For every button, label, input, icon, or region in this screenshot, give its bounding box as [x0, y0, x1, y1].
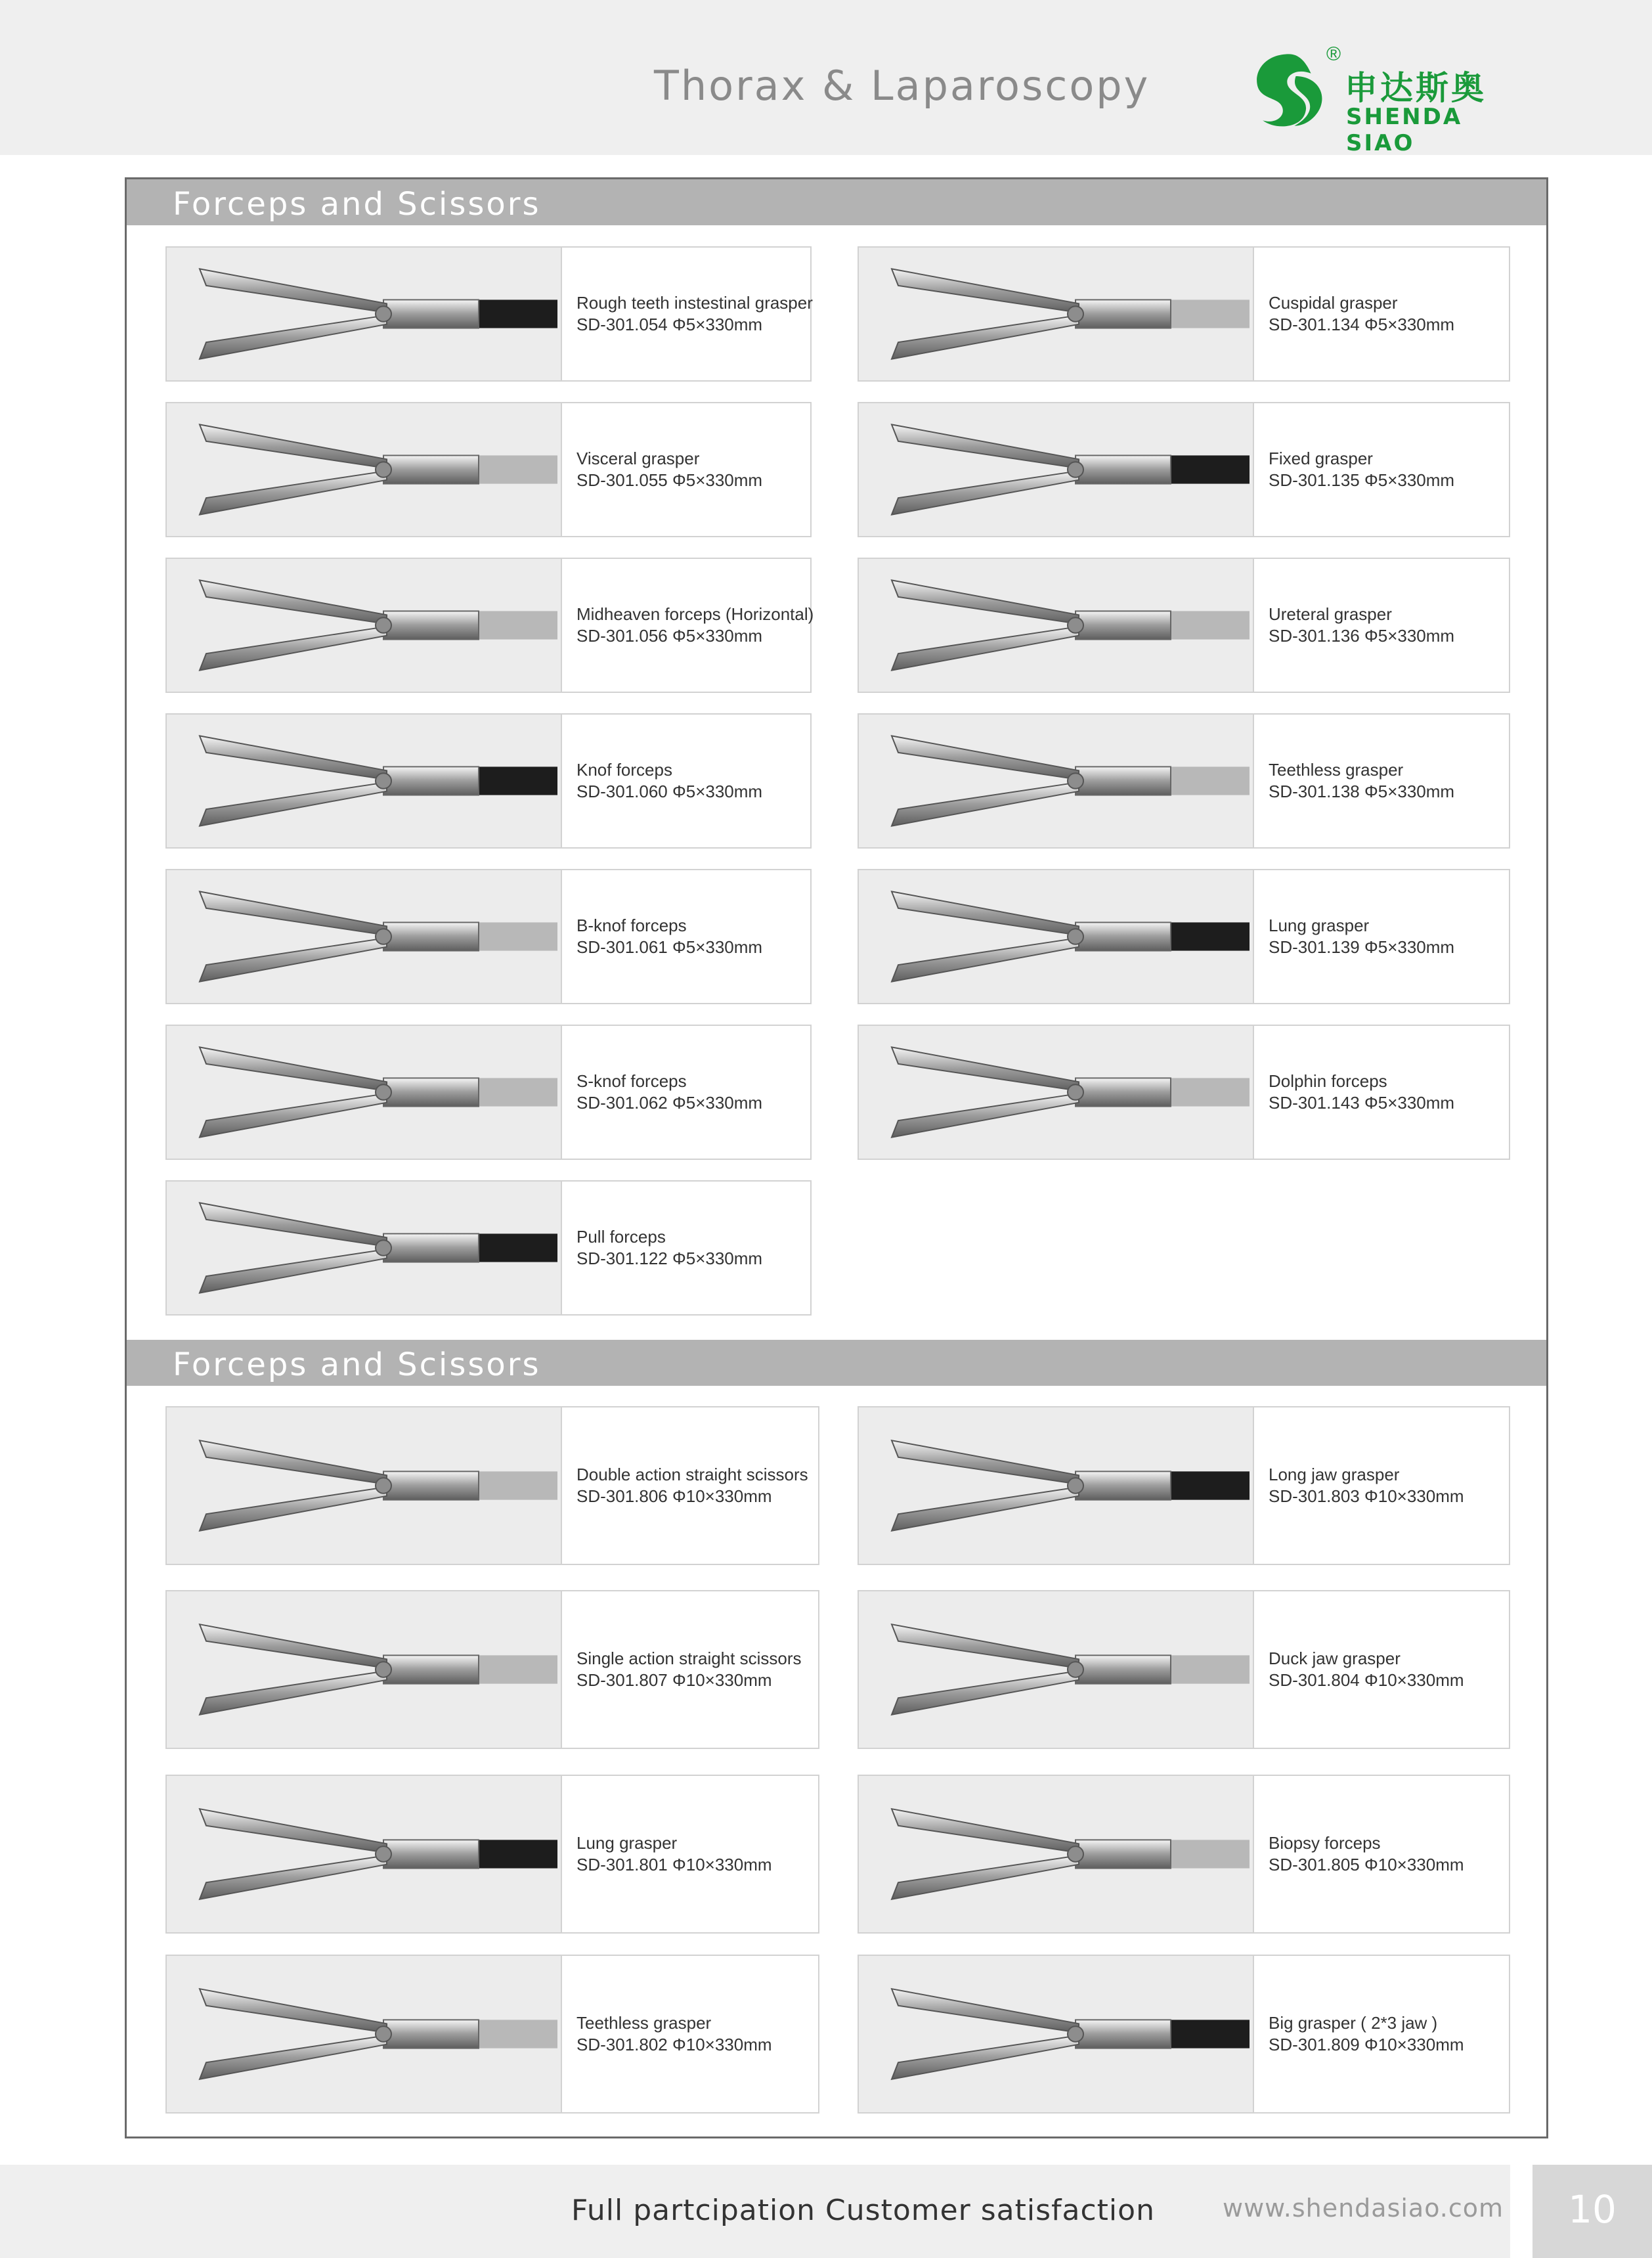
product-info: [1269, 292, 1504, 336]
product-image: [167, 1026, 562, 1159]
product-name: Knof forceps: [576, 760, 672, 780]
product-card: [165, 1775, 819, 1934]
product-card: [165, 713, 812, 849]
brand-name-chinese: 申达斯奥: [1345, 69, 1487, 107]
product-code: SD-301.809 Φ10×330mm: [1269, 2035, 1464, 2054]
product-code: SD-301.805 Φ10×330mm: [1269, 1855, 1464, 1874]
page-title: Thorax & Laparoscopy: [654, 62, 1150, 110]
product-card: [165, 402, 812, 537]
product-name: Double action straight scissors: [576, 1465, 808, 1484]
product-info: [576, 448, 805, 491]
product-info: [1269, 604, 1504, 647]
product-name: Lung grasper: [1269, 916, 1370, 935]
product-name: Cuspidal grasper: [1269, 293, 1398, 313]
product-code: SD-301.062 Φ5×330mm: [576, 1093, 763, 1113]
product-image: [859, 870, 1254, 1003]
product-info: [1269, 759, 1504, 803]
product-image: [859, 403, 1254, 536]
product-name: Single action straight scissors: [576, 1649, 802, 1668]
product-code: SD-301.801 Φ10×330mm: [576, 1855, 772, 1874]
product-name: Duck jaw grasper: [1269, 1649, 1401, 1668]
product-card: [165, 1590, 819, 1749]
product-card: [858, 713, 1510, 849]
footer-slogan: Full partcipation Customer satisfaction: [571, 2194, 1155, 2227]
product-code: SD-301.136 Φ5×330mm: [1269, 626, 1455, 646]
product-info: [1269, 448, 1504, 491]
product-image: [167, 248, 562, 380]
product-name: Teethless grasper: [1269, 760, 1404, 780]
product-image: [167, 1182, 562, 1314]
product-info: [576, 1071, 805, 1114]
product-info: [1269, 1071, 1504, 1114]
page-header: [0, 0, 1652, 155]
product-image: [167, 1956, 562, 2112]
product-image: [859, 559, 1254, 692]
product-card: [858, 246, 1510, 382]
product-code: SD-301.134 Φ5×330mm: [1269, 315, 1455, 334]
product-card: [165, 1180, 812, 1316]
product-image: [859, 248, 1254, 380]
product-code: SD-301.806 Φ10×330mm: [576, 1486, 772, 1506]
footer-website: www.shendasiao.com: [1223, 2194, 1504, 2223]
product-code: SD-301.054 Φ5×330mm: [576, 315, 763, 334]
product-code: SD-301.807 Φ10×330mm: [576, 1670, 772, 1690]
product-code: SD-301.143 Φ5×330mm: [1269, 1093, 1455, 1113]
product-name: Fixed grasper: [1269, 449, 1373, 468]
product-info: [1269, 1464, 1504, 1507]
product-card: [165, 246, 812, 382]
product-image: [859, 1776, 1254, 1932]
product-code: SD-301.122 Φ5×330mm: [576, 1249, 763, 1268]
product-code: SD-301.060 Φ5×330mm: [576, 782, 763, 801]
product-card: [858, 1025, 1510, 1160]
product-info: [576, 604, 814, 647]
product-code: SD-301.056 Φ5×330mm: [576, 626, 763, 646]
product-image: [859, 1407, 1254, 1564]
product-info: [576, 1464, 813, 1507]
product-image: [167, 1407, 562, 1564]
brand-name-english: SHENDA SIAO: [1346, 104, 1463, 156]
product-card: [858, 869, 1510, 1004]
product-image: [167, 715, 562, 847]
product-name: Long jaw grasper: [1269, 1465, 1400, 1484]
product-info: [576, 292, 813, 336]
section-title: Forceps and Scissors: [173, 186, 541, 223]
product-name: Lung grasper: [576, 1833, 678, 1853]
product-code: SD-301.802 Φ10×330mm: [576, 2035, 772, 2054]
page-number-box: [1532, 2165, 1652, 2258]
product-image: [167, 559, 562, 692]
product-image: [167, 1776, 562, 1932]
product-image: [167, 403, 562, 536]
product-name: Pull forceps: [576, 1227, 666, 1247]
product-info: [576, 2012, 813, 2056]
product-name: Visceral grasper: [576, 449, 700, 468]
section-title: Forceps and Scissors: [173, 1346, 541, 1383]
product-card: [858, 402, 1510, 537]
section-header-1: [127, 179, 1546, 225]
product-info: [576, 759, 805, 803]
product-card: [165, 1406, 819, 1565]
product-card: [165, 558, 812, 693]
product-code: SD-301.135 Φ5×330mm: [1269, 470, 1455, 490]
product-image: [859, 1956, 1254, 2112]
product-name: Big grasper ( 2*3 jaw ): [1269, 2013, 1438, 2033]
product-info: [576, 1832, 813, 1876]
page-number: 10: [1568, 2187, 1617, 2232]
product-name: Midheaven forceps (Horizontal): [576, 604, 814, 624]
product-card: [858, 1775, 1510, 1934]
product-code: SD-301.055 Φ5×330mm: [576, 470, 763, 490]
product-name: Dolphin forceps: [1269, 1071, 1387, 1091]
registered-mark: ®: [1326, 43, 1341, 65]
product-info: [1269, 2012, 1504, 2056]
product-name: Ureteral grasper: [1269, 604, 1392, 624]
product-card: [858, 558, 1510, 693]
product-info: [576, 1648, 813, 1691]
product-info: [576, 915, 805, 958]
product-card: [858, 1955, 1510, 2114]
section-header-2: [127, 1340, 1546, 1386]
product-code: SD-301.061 Φ5×330mm: [576, 937, 763, 957]
product-card: [165, 869, 812, 1004]
product-card: [165, 1025, 812, 1160]
brand-logo: [1248, 43, 1510, 156]
product-card: [858, 1590, 1510, 1749]
product-info: [1269, 1832, 1504, 1876]
product-code: SD-301.138 Φ5×330mm: [1269, 782, 1455, 801]
product-image: [167, 1591, 562, 1748]
product-name: Teethless grasper: [576, 2013, 712, 2033]
product-name: Rough teeth instestinal grasper: [576, 293, 813, 313]
product-name: B-knof forceps: [576, 916, 687, 935]
product-card: [858, 1406, 1510, 1565]
product-image: [859, 1591, 1254, 1748]
product-name: S-knof forceps: [576, 1071, 687, 1091]
product-name: Biopsy forceps: [1269, 1833, 1381, 1853]
product-image: [167, 870, 562, 1003]
product-code: SD-301.139 Φ5×330mm: [1269, 937, 1455, 957]
product-card: [165, 1955, 819, 2114]
product-info: [1269, 1648, 1504, 1691]
product-image: [859, 715, 1254, 847]
product-code: SD-301.804 Φ10×330mm: [1269, 1670, 1464, 1690]
product-info: [1269, 915, 1504, 958]
brand-logo-mark-icon: [1248, 49, 1330, 131]
product-image: [859, 1026, 1254, 1159]
product-code: SD-301.803 Φ10×330mm: [1269, 1486, 1464, 1506]
product-info: [576, 1226, 805, 1270]
page-footer: [0, 2165, 1510, 2258]
